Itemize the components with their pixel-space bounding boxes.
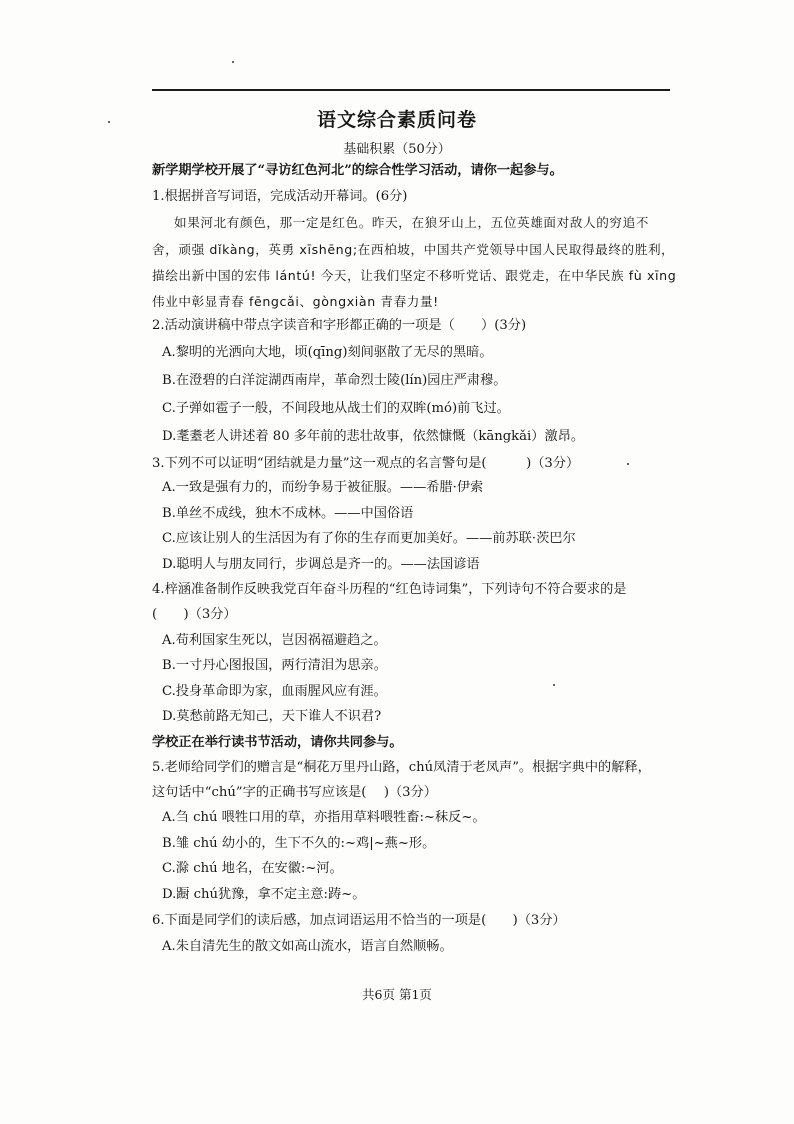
question-3-option-b: B.单丝不成线，独木不成林。——中国俗语	[162, 506, 414, 521]
question-1-passage-line: 描绘出新中国的宏伟 lántú! 今天，让我们坚定不移听党话、跟党走，在中华民族 fù xīng	[152, 268, 677, 283]
question-1-passage-line: 如果河北有颜色，那一定是红色。昨天，在狼牙山上，五位英雄面对敌人的穷追不	[174, 215, 649, 230]
question-4-option-c: C.投身革命即为家，血雨腥风应有涯。	[162, 684, 387, 699]
question-4-option-b: B.一寸丹心图报国，两行清泪为思亲。	[162, 658, 387, 673]
question-2-stem: 2.活动演讲稿中带点字读音和字形都正确的一项是（ ）(3分)	[152, 318, 527, 333]
scan-speck	[232, 61, 234, 63]
question-4-option-d: D.莫愁前路无知己，天下谁人不识君?	[162, 709, 382, 724]
scan-speck	[627, 463, 629, 465]
question-2-option-a: A.黎明的光洒向大地，顷(qīng)刻间驱散了无尽的黑暗。	[162, 345, 493, 360]
question-5-option-b: B.雏 chú 幼小的，生下不久的:~鸡|~燕~形。	[162, 836, 436, 851]
page-title: 语文综合素质问卷	[316, 109, 477, 131]
question-3-option-a: A.一致是强有力的，而纷争易于被征服。——希腊·伊索	[162, 480, 484, 495]
question-5-option-d: D.蹰 chú犹豫，拿不定主意:踌~。	[162, 887, 366, 902]
question-3-option-c: C.应该让别人的生活因为有了你的生存而更加美好。——前苏联·茨巴尔	[162, 531, 576, 546]
question-1-passage-line: 舍，顽强 dǐkàng，英勇 xīshēng;在西柏坡，中国共产党领导中国人民取得最终的胜利，	[152, 242, 675, 257]
question-4-stem: 4.梓涵准备制作反映我党百年奋斗历程的“红色诗词集”，下列诗句不符合要求的是	[152, 582, 627, 597]
question-4-stem-continued: ( )（3分）	[152, 607, 237, 622]
question-3-option-d: D.聪明人与朋友同行，步调总是齐一的。——法国谚语	[162, 557, 480, 572]
reading-festival-intro: 学校正在举行读书节活动，请你共同参与。	[152, 735, 403, 750]
question-2-option-b: B.在澄碧的白洋淀湖西南岸，革命烈士陵(lín)园庄严肃穆。	[162, 373, 507, 388]
scan-speck	[553, 684, 555, 686]
question-5-stem: 5.老师给同学们的赠言是“桐花万里丹山路，chú凤清于老凤声”。根据字典中的解释，	[152, 760, 651, 775]
section-heading: 基础积累（50分）	[343, 142, 451, 157]
question-1-passage-line: 伟业中彰显青春 fēngcǎi、gòngxiàn 青春力量!	[152, 294, 439, 309]
question-5-option-c: C.滁 chú 地名，在安徽:~河。	[162, 861, 343, 876]
question-2-option-d: D.耄耋老人讲述着 80 多年前的悲壮故事，依然慷慨（kāngkǎi）激昂。	[162, 429, 585, 444]
question-5-stem-continued: 这句话中“chú”字的正确书写应该是( )（3分）	[152, 785, 437, 800]
question-6-option-a: A.朱自清先生的散文如高山流水，语言自然顺畅。	[162, 939, 453, 954]
question-6-stem: 6.下面是同学们的读后感，加点词语运用不恰当的一项是( )（3分）	[152, 913, 566, 928]
question-2-option-c: C.子弹如雹子一般，不间段地从战士们的双眸(mó)前飞过。	[162, 401, 510, 416]
activity-intro: 新学期学校开展了“寻访红色河北”的综合性学习活动，请你一起参与。	[152, 163, 563, 178]
header-rule	[152, 89, 670, 91]
question-1-stem: 1.根据拼音写词语，完成活动开幕词。(6分)	[152, 189, 408, 204]
question-5-option-a: A.刍 chú 喂牲口用的草，亦指用草料喂牲畜:~秣反~。	[162, 810, 486, 825]
question-4-option-a: A.苟利国家生死以，岂因祸福避趋之。	[162, 633, 387, 648]
page-footer: 共6页 第1页	[362, 987, 432, 1002]
question-3-stem: 3.下列不可以证明“团结就是力量”这一观点的名言警句是( )（3分）	[152, 456, 580, 471]
